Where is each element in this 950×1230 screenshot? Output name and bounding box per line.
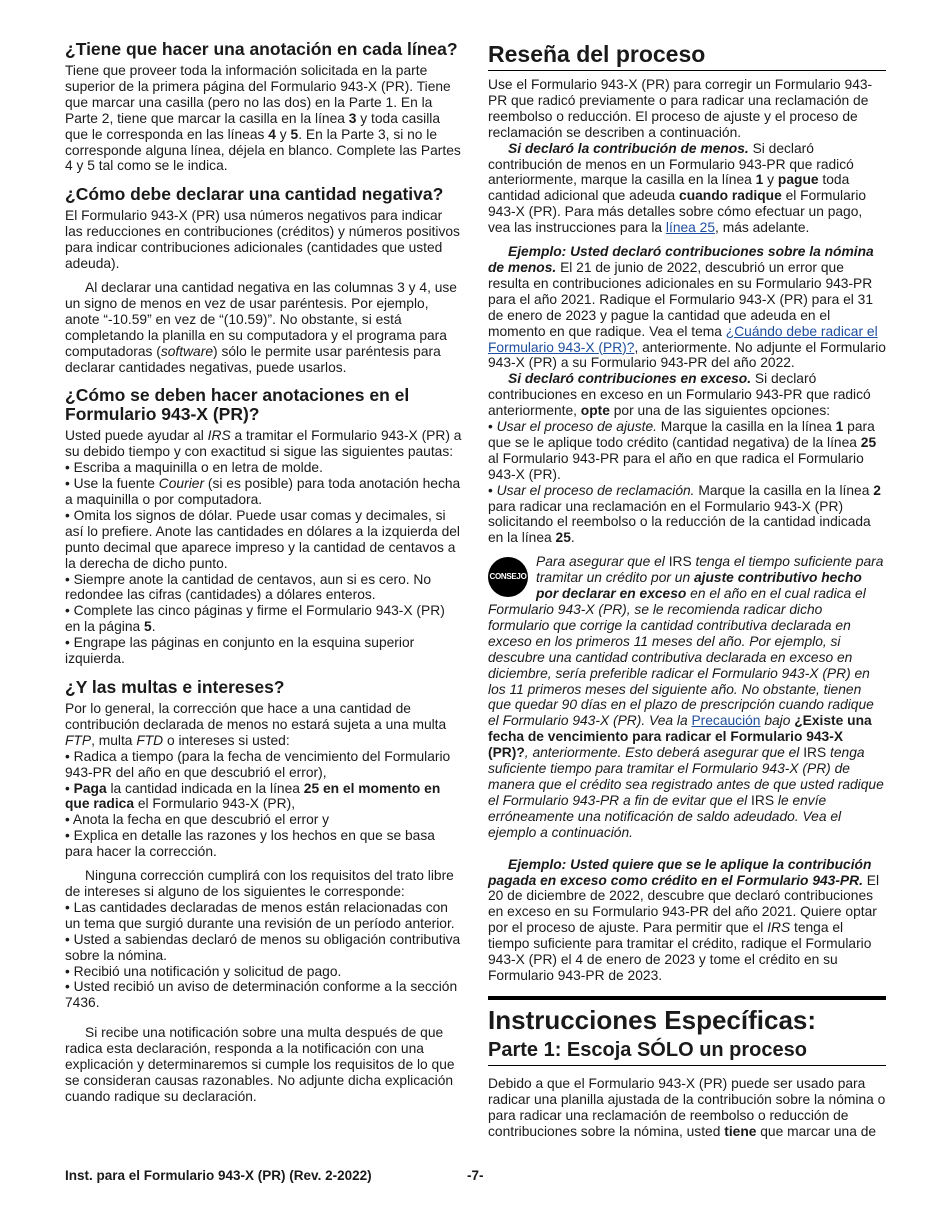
part1-title: Parte 1: Escoja SÓLO un proceso bbox=[488, 1038, 886, 1066]
link-linea-25[interactable]: línea 25 bbox=[665, 220, 716, 236]
specific-instructions-title: Instrucciones Específicas: bbox=[488, 1004, 817, 1035]
section-cantidad-negativa: ¿Cómo debe declarar una cantidad negativa? El Formulario 943-X (PR) usa números negativos para indicar las reducciones en contribuciones (créditos) y números positivos para indicar contribuciones adicionales (cantidades que usted adeuda). Al declarar una cantidad negativa en las columnas 3 y 4, use un signo de menos en vez de usar paréntesis. Por ejemplo, anote “-10.59” en vez de “(10.59)”. No obstante, si está completando la planilla en su computadora y el programa para computadoras (software) sólo le permite usar paréntesis para declarar cantidades negativas, puede usarlos. bbox=[65, 185, 463, 375]
section-anotaciones: ¿Cómo se deben hacer anotaciones en el Formulario 943-X (PR)? Usted puede ayudar al IRS a tramitar el Formulario 943-X (PR) a su debido tiempo y con exactitud si sigue las siguientes pautas: • Escriba a maquinilla o en letra de molde. • Use la fuente Courier (si es posible) para toda anotación hecha a maquinilla o por computadora. • Omita los signos de dólar. Puede usar comas y decimales, si así lo prefiere. Anote las cantidades en dólares a la izquierda del punto decimal que aparece impreso y la cantidad de centavos a la derecha de dicho punto. • Siempre anote la cantidad de centavos, aun si es cero. No redondee las cifras (cantidades) a dólares enteros. • Complete las cinco páginas y firme el Formulario 943-X (PR) en la página 5. • Engrape las páginas en conjunto en la esquina superior izquierda. bbox=[65, 385, 462, 667]
left-column bbox=[65, 40, 463, 1116]
tip-icon: CONSEJO bbox=[488, 557, 528, 597]
page-footer bbox=[65, 1168, 885, 1183]
heading: ¿Y las multas e intereses? bbox=[65, 677, 285, 697]
page-number: -7- bbox=[467, 1168, 484, 1183]
specific-instructions: Instrucciones Específicas: Parte 1: Escoja SÓLO un proceso Debido a que el Formulario 943-X (PR) puede ser usado para radicar una planilla ajustada de la contribución sobre la nómina o para radicar una reclamación de reembolso o reducción de contribuciones sobre la nómina, usted tiene que marcar una de bbox=[488, 996, 886, 1140]
heading: ¿Cómo se deben hacer anotaciones en el Formulario 943-X (PR)? bbox=[65, 385, 410, 425]
link-cuando-radicar[interactable]: ¿Cuándo debe radicar el Formulario 943-X (PR)? bbox=[488, 323, 878, 355]
right-column: Reseña del proceso Use el Formulario 943-X (PR) para corregir un Formulario 943-PR que radicó previamente o para radicar una reclamación de reembolso o reducción. El proceso de ajuste y el proceso de reclamación se describen a continuación. Si declaró la contribución de menos. Si declaró contribución de menos en un Formulario 943-PR que radicó anteriormente, marque la casilla en la línea 1 y pague toda cantidad adicional que adeuda cuando radique el Formulario 943-X (PR). Para más detalles sobre cómo efectuar un pago, vea las instrucciones para la línea 25, más adelante. Ejemplo: Usted declaró contribuciones sobre la nómina de menos. El 21 de junio de 2022, descubrió un error que resulta en contribuciones adicionales en su Formulario 943-PR para el año 2021. Radique el Formulario 943-X (PR) para el 31 de enero de 2023 y pague la cantidad que adeuda en el momento en que radique. Vea el tema ¿Cuándo debe radicar el Formulario 943-X (PR)?, anteriormente. No adjunte el Formulario 943-X (PR) a su Formulario 943-PR del año 2022. Si declaró contribuciones en exceso. Si declaró contribuciones en exceso en un Formulario 943-PR que radicó anteriormente, opte por una de las siguientes opciones: • Usar el proceso de ajuste. Marque la casilla en la línea 1 para que se le aplique todo crédito (cantidad negativa) de la línea 25 al Formulario 943-PR para el año en que radica el Formulario 943-X (PR). • Usar el proceso de reclamación. Marque la casilla en la línea 2 para radicar una reclamación en el Formulario 943-X (PR) solicitando el reembolso o la reducción de la cantidad indicada en la línea 25. CONSEJO Para asegurar que el IRS tenga el tiempo suficiente para tramitar un crédito por un ajuste contributivo hecho por declarar en exceso en el año en el cual radica el Formulario 943-X (PR), se le recomienda radicar dicho formulario que corrige la cantidad contributiva declarada en exceso en los primeros 11 meses del año. Por ejemplo, si descubre una cantidad contributiva declarada en exceso en diciembre, sería preferible radicar el Formulario 943-X (PR) en los 11 primeros meses del siguiente año. No obstante, tienen que quedar 90 días en el plazo de prescripción cuando radique el Formulario 943-X (PR). Vea la Precaución bajo ¿Existe una fecha de vencimiento para radicar el Formulario 943-X (PR)?, anteriormente. Esto deberá asegurar que el IRS tenga suficiente tiempo para tramitar el Formulario 943-X (PR) de manera que el crédito sea registrado antes de que usted radique el Formulario 943-PR a fin de evitar que el IRS le envíe erróneamente una notificación de saldo adeudado. Vea el ejemplo a continuación. Ejemplo: Usted quiere que se le aplique la contribución pagada en exceso como crédito en el Formulario 943-PR. El 20 de diciembre de 2022, descubre que declaró contribuciones en exceso en su Formulario 943-PR del año 2021. Quiere optar por el proceso de ajuste. Para permitir que el IRS tenga el tiempo suficiente para tramitar el crédito, radique el Formulario 943-X (PR) el 4 de enero de 2023 y tome el crédito en su Formulario 943-PR de 2023. Instrucciones Específicas: Parte 1: Escoja SÓLO un proceso Debido a que el Formulario 943-X (PR) puede ser usado para radicar una planilla ajustada de la contribución sobre la nómina o para radicar una reclamación de reembolso o reducción de contribuciones sobre la nómina, usted tiene que marcar una de bbox=[488, 41, 886, 1139]
heading: ¿Tiene que hacer una anotación en cada línea? bbox=[65, 39, 458, 59]
section-title: Reseña del proceso bbox=[488, 40, 886, 71]
heading: ¿Cómo debe declarar una cantidad negativa? bbox=[65, 184, 444, 205]
tip-box: CONSEJO Para asegurar que el IRS tenga el tiempo suficiente para tramitar un crédito por un ajuste contributivo hecho por declarar en exceso en el año en el cual radica el Formulario 943-X (PR), se le recomienda radicar dicho formulario que corrige la cantidad contributiva declarada en exceso en los primeros 11 meses del año. Por ejemplo, si descubre una cantidad contributiva declarada en exceso en diciembre, sería preferible radicar el Formulario 943-X (PR) en los 11 primeros meses del siguiente año. No obstante, tienen que quedar 90 días en el plazo de prescripción cuando radique el Formulario 943-X (PR). Vea la Precaución bajo ¿Existe una fecha de vencimiento para radicar el Formulario 943-X (PR)?, anteriormente. Esto deberá asegurar que el IRS tenga suficiente tiempo para tramitar el Formulario 943-X (PR) de manera que el crédito sea registrado antes de que usted radique el Formulario 943-PR a fin de evitar que el IRS le envíe erróneamente una notificación de saldo adeudado. Vea el ejemplo a continuación. bbox=[488, 554, 884, 840]
section-anotacion: ¿Tiene que hacer una anotación en cada línea? Tiene que proveer toda la información solicitada en la parte superior de la primera página del Formulario 943-X (PR). Tiene que marcar una casilla (pero no las dos) en la Parte 1. En la Parte 2, tiene que marcar la casilla en la línea 3 y toda casilla que le corresponda en las líneas 4 y 5. En la Parte 3, si no le corresponde alguna línea, déjela en blanco. Complete las Partes 4 y 5 tal como se le indica. bbox=[65, 40, 463, 174]
link-precaucion[interactable]: Precaución bbox=[691, 713, 761, 729]
section-multas: ¿Y las multas e intereses? Por lo general, la corrección que hace a una cantidad de contribución declarada de menos no estará sujeta a una multa FTP, multa FTD o intereses si usted: • Radica a tiempo (para la fecha de vencimiento del Formulario 943-PR del año en que descubrió el error), • Paga la cantidad indicada en la línea 25 en el momento en que radica el Formulario 943-X (PR), • Anota la fecha en que descubrió el error y • Explica en detalle las razones y los hechos en que se basa para hacer la corrección. Ninguna corrección cumplirá con los requisitos del trato libre de intereses si alguno de los siguientes le corresponde: • Las cantidades declaradas de menos están relacionadas con un tema que surgió durante una revisión de un período anterior. • Usted a sabiendas declaró de menos su obligación contributiva sobre la nómina. • Recibió una notificación y solicitud de pago. • Usted recibió un aviso de determinación conforme a la sección 7436. Si recibe una notificación sobre una multa después de que radica esta declaración, responda a la notificación con una explicación y determinaremos si cumple los requisitos de lo que se consideran causas razonables. No adjunte dicha explicación cuando radique su declaración. bbox=[65, 678, 463, 1105]
footer-form-name: Inst. para el Formulario 943-X (PR) (Rev. 2-2022) bbox=[65, 1168, 372, 1183]
